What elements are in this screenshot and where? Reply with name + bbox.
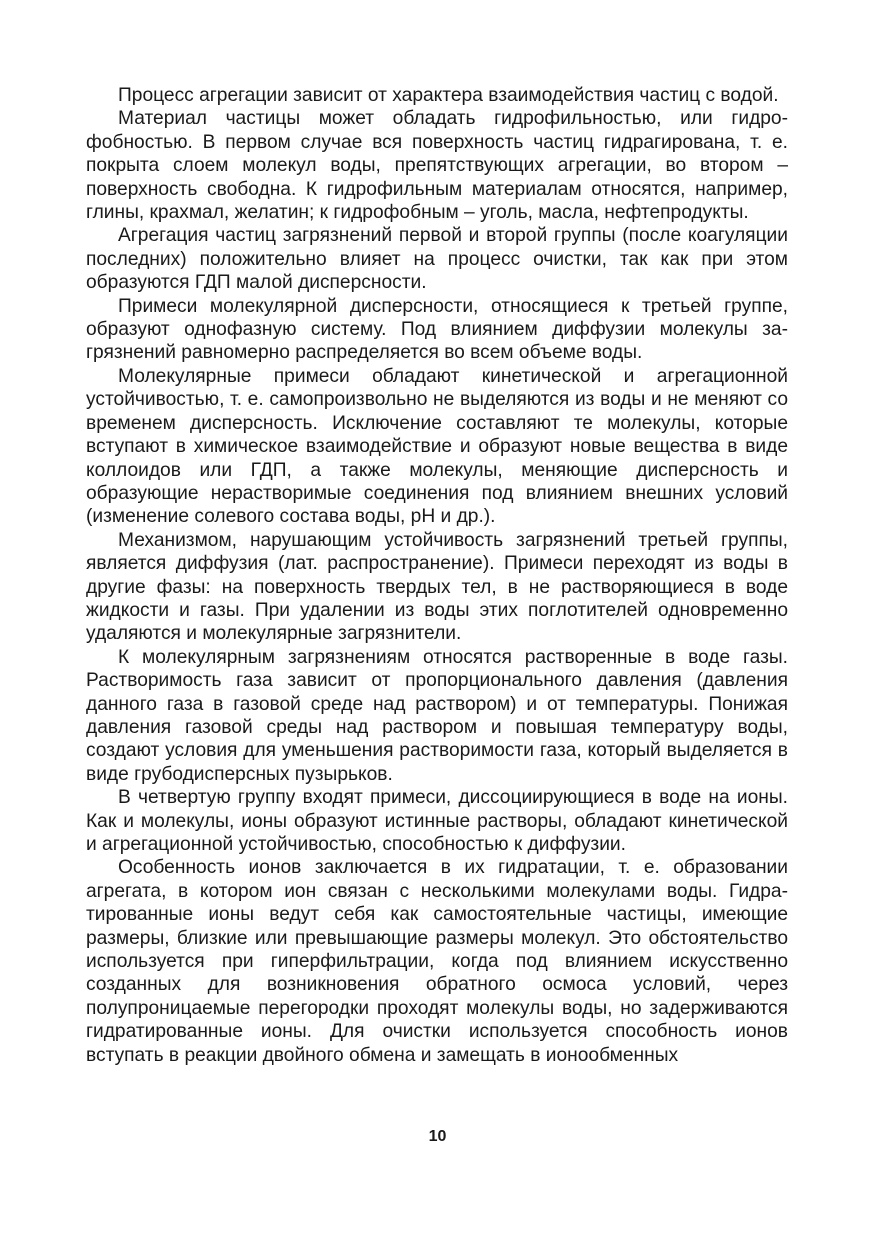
paragraph: Материал частицы может обладать гидрофильностью, или гидрофобностью. В первом случае вся поверхность частиц гидрагирована, т. е. покрыта слоем молекул воды, препятствующих агрегации, во втором – поверхность свободна. К гидрофильным материалам относятся, например, глины, крахмал, желатин; к гидрофобным – уголь, масла, нефтепродукты. (86, 108, 788, 224)
paragraph: Особенность ионов заключается в их гидратации, т. е. образовании агрегата, в котором ион связан с несколькими молекулами воды. Гидратированные ионы ведут себя как самостоятельные частицы, имеющие размеры, близкие или превышающие размеры молекул. Это обстоятельство используется при гиперфильтрации, когда под влиянием искусственно созданных для возникновения обратного осмоса условий, через полупроницаемые перегородки проходят молекулы воды, но задерживаются гидратированные ионы. Для очистки используется способность ионов вступать в реакции двойного обмена и замещать в ионообменных (86, 857, 788, 1066)
paragraph: Механизмом, нарушающим устойчивость загрязнений третьей группы, является диффузия (лат. распространение). Примеси переходят из воды в другие фазы: на поверхность твердых тел, в не растворяющиеся в воде жидкости и газы. При удалении из воды этих поглотителей одновременно удаляются и молекулярные загрязнители. (86, 529, 788, 645)
paragraph: В четвертую группу входят примеси, диссоциирующиеся в воде на ионы. Как и молекулы, ионы образуют истинные растворы, обладают кинетической и агрегационной устойчивостью, способностью к диффузии. (86, 787, 788, 855)
paragraph: Примеси молекулярной дисперсности, относящиеся к третьей группе, образуют однофазную систему. Под влиянием диффузии молекулы загрязнений равномерно распределяется во всем объеме воды. (86, 295, 788, 364)
paragraph: Процесс агрегации зависит от характера взаимодействия частиц с водой. (118, 85, 779, 106)
page-number: 10 (428, 1128, 447, 1145)
page-body (86, 84, 788, 1067)
paragraph: Агрегация частиц загрязнений первой и второй группы (после коагуляции последних) положительно влияет на процесс очистки, так как при этом образуются ГДП малой дисперсности. (86, 225, 788, 294)
paragraph: Молекулярные примеси обладают кинетической и агрегационной устойчивостью, т. е. самопроизвольно не выделяются из воды и не меняют со временем дисперсность. Исключение составляют те молекулы, которые вступают в химическое взаимодействие и образуют новые вещества в виде коллоидов или ГДП, а также молекулы, меняющие дисперсность и образующие нерастворимые соединения под влиянием внешних условий (изменение солевого состава воды, pH и др.). (86, 365, 788, 528)
paragraph: К молекулярным загрязнениям относятся растворенные в воде газы. Растворимость газа зависит от пропорционального давления (давления данного газа в газовой среде над раствором) и от температуры. Понижая давления газовой среды над раствором и повышая температуру воды, создают условия для уменьшения растворимости газа, который выделяется в виде грубодисперсных пузырьков. (86, 646, 788, 785)
